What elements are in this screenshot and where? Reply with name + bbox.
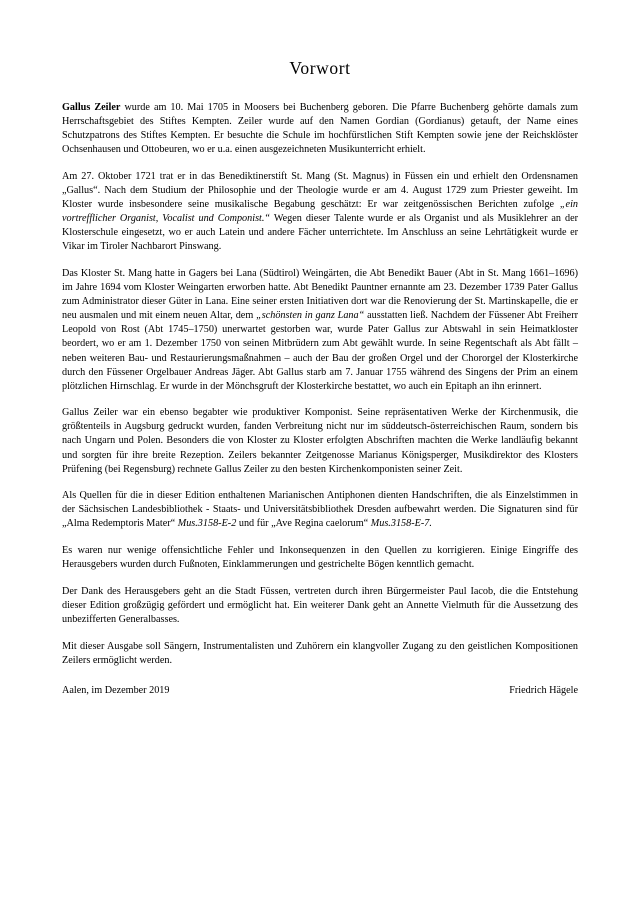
shelfmark-alma-redemptoris: Mus.3158-E-2 [177, 518, 237, 530]
paragraph-text: Wegen dieser Talente wurde er als Organist und als Musiklehrer an der Klosterschule eingesetzt, wo er auch Latein und andere Fächer unterrichtete. Im Anschluss an seine Lehrtätigkeit wurde er Vikar im Tiroler Nachbarort Pinswang. [62, 213, 578, 253]
paragraph-lana-administration [62, 267, 578, 394]
paragraph-text: Gallus Zeiler war ein ebenso begabter wie produktiver Komponist. Seine repräsentativen Werke der Kirchenmusik, die größtenteils in Augsburg gedruckt wurden, fanden Verbreitung nicht nur im süddeutsch-österreichischen Raum, sondern bis nach Ungarn und Polen. Besonders die von Kloster zu Kloster erfolgten Abschriften machten die Werke landläufig bekannt und sorgten für ihre breite Rezeption. Zeilers bekannter Zeitgenosse Marianus Königsperger, Musikdirektor des Klosters Prüfening (bei Regensburg) rechnete Gallus Zeiler zu den besten Kirchenkomponisten seiner Zeit. [62, 407, 578, 475]
signature-place-date: Aalen, im Dezember 2019 [62, 684, 170, 696]
lead-name: Gallus Zeiler [62, 102, 121, 113]
paragraph-text: Der Dank des Herausgebers geht an die Stadt Füssen, vertreten durch ihren Bürgermeister Paul Iacob, die die Entstehung dieser Edition großzügig gefördert und ermöglicht hat. Ein weiterer Dank geht an Annette Vielmuth für die Aussetzung des unbezifferten Generalbasses. [62, 585, 578, 625]
paragraph-text: Das Kloster St. Mang hatte in Gagers bei Lana (Südtirol) Weingärten, die Abt Benedikt Bauer (Abt in St. Mang 1661–1696) im Jahre 1694 vom Kloster Weingarten erworben hatte. Abt Benedikt Pauntner ernannte am 23. Dezember 1739 Pater Gallus zum Administrator dieser Güter in Lana. Eine seiner ersten Initiativen dort war die Renovierung der St. Martinskapelle, die er neu ausmalen und mit einem neuen Altar, dem [62, 267, 578, 322]
paragraph-text: und für „Ave Regina caelorum“ [236, 518, 371, 530]
paragraph-text: wurde am 10. Mai 1705 in Moosers bei Buchenberg geboren. Die Pfarre Buchenberg gehörte damals zum Herrschaftsgebiet des Stiftes Kempten. Zeiler wurde auf den Namen Gordian (Gordianus) getauft, der Name eines Schutzpatrons des Stiftes Kempten. Er besuchte die Schule im hochfürstlichen Stift Kempten sowie jene der Reichsklöster Ochsenhausen und Ottobeuren, wo er u.a. einen ausgezeichneten Musikunterricht erhielt. [62, 102, 578, 156]
paragraph-acknowledgements [62, 585, 578, 627]
paragraph-text: Am 27. Oktober 1721 trat er in das Benediktinerstift St. Mang (St. Magnus) in Füssen ein und erhielt den Ordensnamen „Gallus“. Nach dem Studium der Philosophie und der Theologie wurde er am 4. August 1729 zum Priester geweiht. Im Kloster wurde insbesondere seine musikalische Begabung geschätzt: Er war zeitgenössischen Berichten zufolge [62, 170, 578, 211]
paragraph-text: Es waren nur wenige offensichtliche Fehler und Inkonsequenzen in den Quellen zu korrigieren. Einige Eingriffe des Herausgebers wurden durch Fußnoten, Einklammerungen und gestrichelte Bögen kenntlich gemacht. [62, 545, 578, 571]
page-title: Vorwort [289, 58, 351, 78]
paragraph-editorial-notes [62, 544, 578, 572]
shelfmark-ave-regina: Mus.3158-E-7. [370, 518, 432, 530]
paragraph-sources [62, 489, 578, 531]
quote-contemporary-report: „ein vortrefflicher Organist, Vocalist und Componist.“ [62, 199, 578, 225]
paragraph-text: Mit dieser Ausgabe soll Sängern, Instrumentalisten und Zuhörern ein klangvoller Zugang zu den geistlichen Kompositionen Zeilers ermöglicht werden. [62, 640, 578, 666]
paragraph-biography [62, 101, 578, 157]
paragraph-closing [62, 640, 578, 668]
quote-altar: „schönsten in ganz Lana“ [256, 310, 365, 322]
paragraph-monastery-entry [62, 170, 578, 255]
signature-author: Friedrich Hägele [509, 684, 578, 696]
paragraph-composer-reception [62, 406, 578, 476]
paragraph-text: Als Quellen für die in dieser Edition enthaltenen Marianischen Antiphonen dienten Handschriften, die als Einzelstimmen in der Sächsischen Landesbibliothek - Staats- und Universitätsbibliothek Dresden aufbewahrt werden. Die Signaturen sind für „Alma Redemptoris Mater“ [62, 490, 578, 530]
signature-block [62, 684, 578, 698]
paragraph-text: ausstatten ließ. Nachdem der Füssener Abt Freiherr Leopold von Rost (Abt 1745–1750) unerwartet gestorben war, wurde Pater Gallus zur Abtswahl in sein Heimatkloster beordert, wo er am 1. Dezember 1750 von seinen Mitbrüdern zum Abt gewählt wurde. In seine Regentschaft als Abt fällt – neben weiteren Bau- und Restaurierungsmaßnahmen – auch der Bau der großen Orgel und der Chororgel der Klosterkirche durch den Füssener Orgelbauer Andreas Jäger. Abt Gallus starb am 7. Januar 1755 während des Singens der Prim an einem plötzlichen Hirnschlag. Er wurde in der Mönchsgruft der Klosterkirche bestattet, wo auch ein Epitaph an ihn erinnert. [62, 310, 578, 392]
